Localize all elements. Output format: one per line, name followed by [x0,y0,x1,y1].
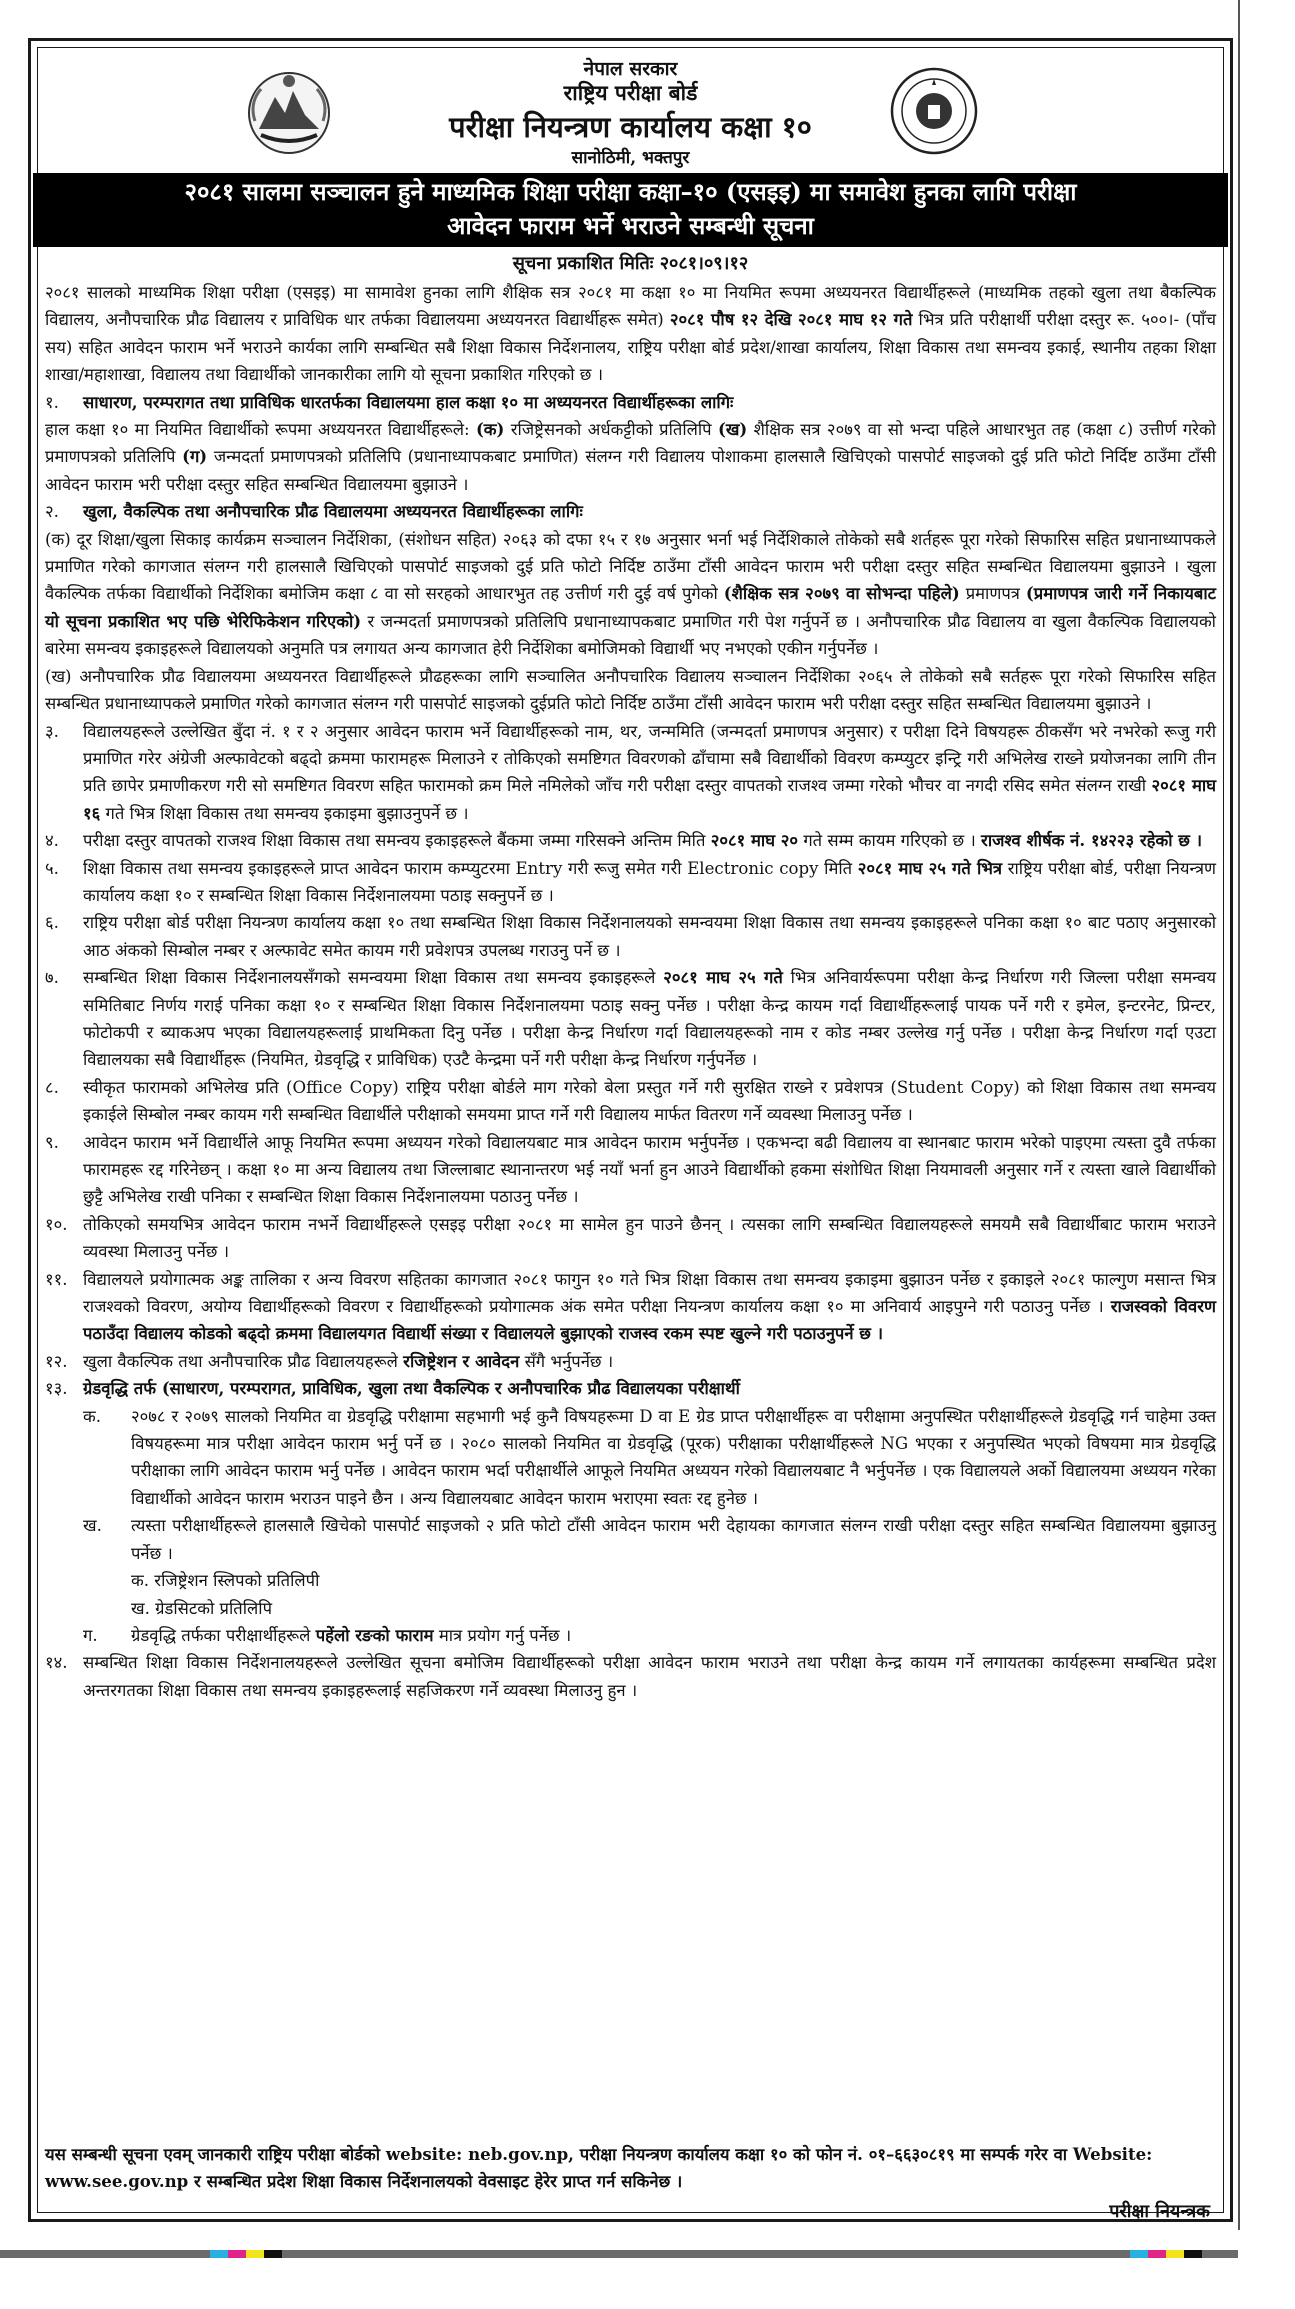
text: जन्मदर्ता प्रमाणपत्रको प्रतिलिपि (प्रधानाध्यापकबाट प्रमाणित) संलग्न गरी विद्यालय पोशाकमा हालसालै खिचिएको पासपोर्ट साइजको दुई प्रति फोटो निर्दिष्ट ठाउँमा टाँसी आवेदन फाराम भरी परीक्षा दस्तुर सहित सम्बन्धित विद्यालयमा बुझाउने । [45,447,1216,494]
revenue-heading: राजश्व शीर्षक नं. १४२२३ रहेको छ । [981,830,1202,851]
deadline-date: २०८१ माघ २५ गते भित्र [857,857,1003,878]
section-2 [45,498,1216,525]
section-number: २. [45,502,59,522]
section-11 [45,1266,1216,1348]
intro-text-end: भित्र प्रति परीक्षार्थी परीक्षा दस्तुर रू. ५००।- (पाँच सय) सहित आवेदन फाराम भर्ने भराउने कार्यका लागि सम्बन्धित सबै शिक्षा विकास निर्देशनालय, राष्ट्रिय परीक्षा बोर्ड प्रदेश/शाखा कार्यालय, शिक्षा विकास तथा समन्वय इकाई, स्थानीय तहका शिक्षा शाखा/महाशाखा, विद्यालय तथा विद्यार्थीको जानकारीका लागि यो सूचना प्रकाशित गरिएको छ । [45,310,1216,385]
section-12 [45,1348,1216,1375]
section-13 [45,1375,1216,1402]
bold-text: (क) [475,419,505,440]
section-14-text: सम्बन्धित शिक्षा विकास निर्देशनालयहरूले उल्लेखित सूचना बमोजिम विद्यार्थीहरूको परीक्षा आवेदन फाराम भराउने तथा परीक्षा केन्द्र कायम गर्ने लगायतका कार्यहरूमा सम्बन्धित प्रदेश अन्तरगतका शिक्षा विकास तथा समन्वय इकाइहरूलाई सहजिकरण गर्ने व्यवस्था मिलाउनु हुन । [83,1653,1216,1700]
text: सम्बन्धित शिक्षा विकास निर्देशनालयसँगको समन्वयमा शिक्षा विकास तथा समन्वय इकाइहरूले [83,968,664,988]
sub-number: क. [83,1406,102,1426]
section-number: ८. [45,1077,59,1097]
text: शैक्षिक सत्र २०७९ वा सो भन्दा पहिले आधारभुत तह (कक्षा ८) उत्तीर्ण गरेको प्रमाणपत्रको प्रतिलिपि [45,420,1216,467]
intro-paragraph [45,279,1216,389]
section-2-ka [45,526,1216,663]
text: गते भित्र शिक्षा विकास तथा समन्वय इकाइमा बुझाउनुपर्ने छ । [100,803,469,823]
office-location: सानोठिमी, भक्तपुर [571,148,690,168]
sub-text: २०७८ र २०७९ सालको नियमित वा ग्रेडवृद्धि परीक्षामा सहभागी भई कुनै विषयहरूमा D वा E ग्रेड प्राप्त परीक्षार्थीहरू वा परीक्षामा अनुपस्थित परीक्षार्थीहरूले ग्रेडवृद्धि गर्न चाहेमा उक्त विषयहरूमा मात्र परीक्षा आवेदन फाराम भर्नु पर्ने छ । २०८० सालको नियमित वा ग्रेडवृद्धि (पूरक) परीक्षाका परीक्षार्थीहरूले NG भएका र अनुपस्थित भएको विषयमा मात्र ग्रेडवृद्धि परीक्षाका लागि आवेदन फाराम भर्नु पर्नेछ । आवेदन फाराम भर्दा परीक्षार्थीले आफूले नियमित अध्ययन गरेको विद्यालयबाट नै भर्नुपर्नेछ । एक विद्यालयले अर्को विद्यालयमा अध्ययन गरेका विद्यार्थीको आवेदन फाराम भराउन पाइने छैन । अन्य विद्यालयबाट आवेदन फाराम भराएमा स्वतः रद्द हुनेछ । [131,1406,1216,1508]
text: मात्र प्रयोग गर्नु पर्नेछ । [433,1625,572,1645]
section-number: १४. [45,1653,68,1673]
magenta-swatch [228,2250,246,2258]
section-13-title: ग्रेडवृद्धि तर्फ (साधारण, परम्परागत, प्राविधिक, खुला तथा वैकल्पिक र अनौपचारिक प्रौढ विद्यालयका परीक्षार्थी [83,1378,740,1399]
bold-text: (ग) [182,446,208,467]
bold-text: पहेंलो रङको फाराम [315,1624,434,1645]
section-5 [45,855,1216,910]
signature-title: परीक्षा नियन्त्रक [1109,2201,1210,2222]
section-number: ३. [45,721,59,741]
section-number: १०. [45,1214,68,1234]
yellow-swatch [246,2250,264,2258]
section-5-text [83,855,1216,910]
intro-text: २०८१ सालको माध्यमिक शिक्षा परीक्षा (एसइइ) मा सामावेश हुनका लागि शैक्षिक सत्र २०८१ मा कक्षा १० मा नियमित रूपमा अध्ययनरत विद्यार्थीहरूले (माध्यमिक तहको खुला तथा बैकल्पिक विद्यालय, अनौपचारिक प्रौढ विद्यालय र प्राविधिक धार तर्फका विद्यालयमा अध्ययनरत विद्यार्थीहरू समेत) [45,283,1216,330]
deadline-date: २०८१ माघ २० [710,830,799,851]
text: गते सम्म कायम गरिएको छ । [798,831,982,851]
section-7 [45,964,1216,1074]
text: विद्यालयहरूले उल्लेखित बुँदा नं. १ र २ अनुसार आवेदन फाराम भर्ने विद्यार्थीहरूको नाम, थर, जन्ममिति (जन्मदर्ता प्रमाणपत्र अनुसार) र परीक्षा दिने विषयहरू ठीकसँग भरे नभरेको रूजु गरी प्रमाणित गरेर अंग्रेजी अल्फावेटको बढ्दो क्रममा फारामहरू मिलाउने र तोकिएको समष्टिगत विवरणको ढाँचामा सबै विद्यार्थीको विवरण कम्प्युटर इन्ट्रि गरी अभिलेख राख्ने प्रयोजनका लागि तीन प्रति छापेर प्रमाणीकरण गरी सो समष्टिगत विवरण सहित फारामको क्रम मिले नमिलेको जाँच गरी परीक्षा दस्तुर वापतको राजश्व जम्मा गरेको भौचर वा नगदी रसिद समेत संलग्न राखी [83,721,1216,796]
section-10 [45,1211,1216,1266]
section-7-text [83,964,1216,1074]
board-title: राष्ट्रिय परीक्षा बोर्ड [563,80,698,105]
banner-line-1: २०८१ सालमा सञ्चालन हुने माध्यमिक शिक्षा परीक्षा कक्षा–१० (एसइइ) मा समावेश हुनका लागि परीक्षा [184,177,1077,206]
notice-frame [28,38,1233,2222]
notice-title-banner [33,173,1228,247]
section-number: ६. [45,913,59,933]
sub-text [131,1622,1216,1649]
section-number: ४. [45,831,59,851]
bold-text: (शैक्षिक सत्र २०७९ वा सोभन्दा पहिले) [723,583,960,604]
section-14 [45,1649,1216,1704]
black-swatch [264,2250,282,2258]
section-number: ९. [45,1132,59,1152]
section-8 [45,1074,1216,1129]
section-6-text: राष्ट्रिय परीक्षा बोर्ड परीक्षा नियन्त्रण कार्यालय कक्षा १० तथा सम्बन्धित शिक्षा विकास निर्देशनालयको समन्वयमा शिक्षा विकास तथा समन्वय इकाइहरूले पनिका कक्षा १० बाट पठाए अनुसारको आठ अंकको सिम्बोल नम्बर र अल्फावेट समेत कायम गरी प्रवेशपत्र उपलब्ध गराउनु पर्ने छ । [83,913,1216,960]
section-number: ७. [45,968,59,988]
bold-text: (ख) [717,419,748,440]
text: हाल कक्षा १० मा नियमित विद्यार्थीको रूपमा अध्ययनरत विद्यार्थीहरूले: [45,420,476,440]
section-number: ११. [45,1269,68,1289]
section-2-title: खुला, वैकल्पिक तथा अनौपचारिक प्रौढ विद्यालयमा अध्ययनरत विद्यार्थीहरूका लागिः [83,501,583,522]
sub-number: ग. [83,1625,98,1645]
section-2-kha: (ख) अनौपचारिक प्रौढ विद्यालयमा अध्ययनरत विद्यार्थीहरूले प्रौढहरूका लागि सञ्चालित अनौपचारिक विद्यालय सञ्चालन निर्देशिका २०६५ ले तोकेको सबै सर्तहरू पूरा गरेको सिफारिस सहित सम्बन्धित प्रधानाध्यापकले प्रमाणित गरेको कागजात संलग्न गरी पासपोर्ट साइजको दुईप्रति फोटो निर्दिष्ट ठाउँमा टाँसी आवेदन फाराम भरी परीक्षा दस्तुर सहित सम्बन्धित विद्यालयमा बुझाउने । [45,666,1216,714]
page-right-rule [1238,0,1240,2230]
section-12-text [83,1348,1216,1375]
publication-date: सूचना प्रकाशित मितिः २०८१।०९।१२ [512,253,749,274]
section-13-ga [83,1622,1216,1649]
contact-footer: यस सम्बन्धी सूचना एवम् जानकारी राष्ट्रिय परीक्षा बोर्डको website: neb.gov.np, परीक्षा नियन्त्रण कार्यालय कक्षा १० को फोन नं. ०१–६६३०८१९ मा सम्पर्क गरेर वा Website: www.see.gov.np र सम्बन्धित प्रदेश शिक्षा विकास निर्देशनालयको वेवसाइट हेरेर प्राप्त गर्न सकिनेछ । [45,2144,1153,2191]
banner-line-2: आवेदन फाराम भर्ने भराउने सम्बन्धी सूचना [447,211,814,240]
government-title: नेपाल सरकार [583,58,678,80]
cyan-swatch [1130,2250,1148,2258]
section-13-kha-i: क. रजिष्ट्रेशन स्लिपको प्रतिलिपी [131,1571,320,1591]
black-swatch [1184,2250,1202,2258]
text: र जन्मदर्ता प्रमाणपत्रको प्रतिलिपि प्रधानाध्यापकबाट प्रमाणित गरी पेश गर्नुपर्ने छ । अनौपचारिक प्रौढ विद्यालय वा खुला वैकल्पिक विद्यालयको बारेमा समन्वय इकाइहरूले विद्यालयको अनुमति पत्र लगायत अन्य कागजात हेरी निर्देशिका बमोजिमको विद्यार्थी भए नभएको एकीन गर्नुपर्नेछ । [45,611,1216,659]
magenta-swatch [1148,2250,1166,2258]
section-9 [45,1129,1216,1211]
section-8-text: स्वीकृत फारामको अभिलेख प्रति (Office Copy) राष्ट्रिय परीक्षा बोर्डले माग गरेको बेला प्रस्तुत गर्ने गरी सुरक्षित राख्ने र प्रवेशपत्र (Student Copy) को शिक्षा विकास तथा समन्वय इकाईले सिम्बोल नम्बर कायम गरी सम्बन्धित विद्यार्थीले परीक्षाको समयमा प्राप्त गर्ने गरी विद्यालय मार्फत वितरण गर्ने व्यवस्था मिलाउनु पर्नेछ । [83,1077,1216,1125]
bold-text: रजिष्ट्रेशन र आवेदन [403,1350,520,1371]
deadline-date: २०८१ माघ २५ गते [663,967,783,988]
section-number: ५. [45,858,59,878]
text: भित्र अनिवार्यरूपमा परीक्षा केन्द्र निर्धारण गरी जिल्ला परीक्षा समन्वय समितिबाट निर्णय गराई पनिका कक्षा १० र सम्बन्धित शिक्षा विकास निर्देशनालयमा पठाइ सक्नु पर्नेछ । परीक्षा केन्द्र कायम गर्दा विद्यार्थीहरूलाई पायक पर्ने गरी र इमेल, इन्टरनेट, प्रिन्टर, फोटोकपी र ब्याकअप भएका विद्यालयहरूलाई प्राथमिकता दिनु पर्नेछ । परीक्षा केन्द्र निर्धारण गर्दा विद्यालयहरूको नाम र कोड नम्बर उल्लेख गर्नु पर्नेछ । परीक्षा केन्द्र निर्धारण गर्दा एउटा विद्यालयका सबै विद्यार्थीहरू (नियमित, ग्रेडवृद्धि र प्राविधिक) एउटै केन्द्रमा पर्ने गरी परीक्षा केन्द्र निर्धारण गर्नुपर्नेछ । [83,968,1216,1070]
section-4 [45,827,1216,854]
section-1 [45,389,1216,416]
section-6 [45,909,1216,964]
section-1-title: साधारण, परम्परागत तथा प्राविधिक धारतर्फका विद्यालयमा हाल कक्षा १० मा अध्ययनरत विद्यार्थीहरूका लागिः [83,391,734,412]
text: ग्रेडवृद्धि तर्फका परीक्षार्थीहरूले [131,1625,316,1645]
section-number: १३. [45,1379,68,1399]
section-11-text [83,1266,1216,1348]
text: सँगै भर्नुपर्नेछ । [519,1351,614,1371]
text: परीक्षा दस्तुर वापतको राजश्व शिक्षा विकास तथा समन्वय इकाइहरूले बैंकमा जम्मा गरिसक्ने अन्तिम मिति [83,831,711,851]
text: राष्ट्रिय परीक्षा बोर्ड, परीक्षा नियन्त्रण कार्यालय कक्षा १० र सम्बन्धित शिक्षा विकास निर्देशनालयमा पठाइ सक्नुपर्ने छ । [83,858,1216,905]
section-4-text [83,827,1216,854]
notice-body [45,279,1216,1704]
section-13-kha [83,1512,1216,1567]
section-13-ka [83,1403,1216,1513]
section-10-text: तोकिएको समयभित्र आवेदन फाराम नभर्ने विद्यार्थीहरूले एसइइ परीक्षा २०८१ मा सामेल हुन पाउने छैनन् । त्यसका लागि सम्बन्धित विद्यालयहरूले समयमै सबै विद्यार्थीबाट फाराम भराउने व्यवस्था मिलाउनु पर्नेछ । [83,1214,1216,1262]
sub-text: त्यस्ता परीक्षार्थीहरूले हालसालै खिचेको पासपोर्ट साइजको २ प्रति फोटो टाँसी आवेदन फाराम भरी देहायका कागजात संलग्न राखी परीक्षा दस्तुर सहित सम्बन्धित विद्यालयमा बुझाउनु पर्नेछ । [131,1516,1216,1563]
bold-text: (प्रमाणपत्र जारी गर्ने निकायबाट यो सूचना प्रकाशित भए पछि भेरिफिकेशन गरिएको) [45,583,1217,631]
text: (क) दूर शिक्षा/खुला सिकाइ कार्यक्रम सञ्चालन निर्देशिका, (संशोधन सहित) २०६३ को दफा १५ र १७ अनुसार भर्ना भई निर्देशिकाले तोकेको सबै शर्तहरू पूरा गरेको सिफारिस सहित प्रधानाध्यापकले प्रमाणित गरेको कागजात संलग्न गरी हालसालै खिचिएको पासपोर्ट साइजको दुई प्रति फोटो निर्दिष्ट ठाउँमा टाँसी आवेदन फाराम भरी परीक्षा दस्तुर सहित सम्बन्धित विद्यालयमा बुझाउने । खुला वैकल्पिक तर्फका विद्यार्थीको निर्देशिका बमोजिम कक्षा ८ वा सो सरहको आधारभुत तह उत्तीर्ण गरी दुई वर्ष पुगेको [45,529,1216,604]
deadline-date: २०८१ माघ १६ [83,775,1217,823]
notice-header [31,41,1230,173]
text: खुला वैकल्पिक तथा अनौपचारिक प्रौढ विद्यालयहरूले [83,1351,404,1371]
sub-number: ख. [83,1516,102,1536]
office-title: परीक्षा नियन्त्रण कार्यालय कक्षा १० [449,110,812,144]
text: रजिष्ट्रेसनको अर्धकट्टीको प्रतिलिपि [504,420,718,440]
section-1-body [45,416,1216,498]
section-number: १२. [45,1351,68,1371]
bold-text: राजस्वको विवरण पठाउँदा विद्यालय कोडको बढ्दो क्रममा विद्यालयगत विद्यार्थी संख्या र विद्यालयले बुझाएको राजस्व रकम स्पष्ट खुल्ने गरी पठाउनुपर्ने छ । [83,1296,1216,1344]
section-number: १. [45,392,59,412]
cyan-swatch [210,2250,228,2258]
section-3-text [83,718,1216,828]
text: विद्यालयले प्रयोगात्मक अङ्क तालिका र अन्य विवरण सहितका कागजात २०८१ फागुन १० गते भित्र शिक्षा विकास तथा समन्वय इकाइमा बुझाउन पर्नेछ र इकाइले २०८१ फाल्गुण मसान्त भित्र राजश्वको विवरण, अयोग्य विद्यार्थीहरूको विवरण र विद्यार्थीहरूको प्रयोगात्मक अंक समेत परीक्षा नियन्त्रण कार्यालय कक्षा १० मा अनिवार्य आइपुग्ने गरी पठाउनु पर्नेछ । [83,1269,1216,1317]
section-13-kha-ii: ख. ग्रेडसिटको प्रतिलिपि [131,1598,273,1618]
yellow-swatch [1166,2250,1184,2258]
text: शिक्षा विकास तथा समन्वय इकाइहरूले प्राप्त आवेदन फाराम कम्प्युटरमा Entry गरी रूजु समेत गरी Electronic copy मिति [83,858,858,878]
text: प्रमाणपत्र [959,584,1026,604]
section-3 [45,718,1216,828]
intro-dates: २०८१ पौष १२ देखि २०८१ माघ १२ गते [669,309,913,330]
bottom-print-bar [0,2250,1238,2258]
section-9-text: आवेदन फाराम भर्ने विद्यार्थीले आफू नियमित रूपमा अध्ययन गरेको विद्यालयबाट मात्र आवेदन फाराम भर्नुपर्नेछ । एकभन्दा बढी विद्यालय वा स्थानबाट फाराम भरेको पाइएमा त्यस्ता दुवै तर्फका फारामहरू रद्द गरिनेछन् । कक्षा १० मा अन्य विद्यालय तथा जिल्लाबाट स्थानान्तरण भई नयाँ भर्ना हुन आउने विद्यार्थीको हकमा संशोधित शिक्षा नियमावली अनुसार गर्ने र त्यस्ता खाले विद्यार्थीको छुट्टै अभिलेख राखी पनिका र सम्बन्धित शिक्षा विकास निर्देशनालयमा पठाउनु पर्नेछ । [83,1132,1216,1207]
